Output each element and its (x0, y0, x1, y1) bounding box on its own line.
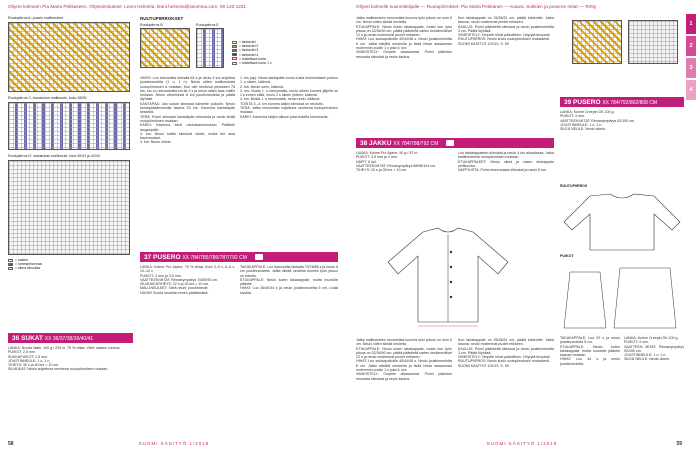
sleeve-diagram (560, 262, 684, 332)
knitting-chart-d (8, 160, 130, 255)
section-39-text: LANKA: Kolme Creepin DK 100 g. PUIKOT: 4 mm. VAATTEEN MITAT: Rinnanympärys 92/100 cm. JOUSTINNEULE: 1 o, 1 n. SILEÄ NEULE: Neulo oikein. (560, 110, 636, 132)
left-page-header: Ohjeet kolmeen Pia Maria Pekkaseen. Ohjetoimitukset: Leoni Helmiria, leoni.helmiria@ssomma.com, 09 123 1231 (0, 0, 348, 13)
section-39-banner: 39 PUSERO XX 784/792/802/808 CM (560, 97, 684, 107)
instructions-column-2: 1. krs (ap): Neulo kantapään keski-s:ista ensimmäisen puikon 1. s oikein, käännä. 2. krs: Neulo nurin, käännä. 3. krs: Nosta 1. s neulomatta, neulo oikein kunnes jäljellä on 1 s ennen väliä, neulo 2 s oikein yhteen, käännä. 4. krs: Nosta 1. s neulomatta, neulo nurin, käännä. TOISTA 3.–4. krs kunnes kaikki silmukat on neulottu. TERÄ: Jatka neulomista suljettuna neuleena ruutupiirroksen mukaan. KÄRKI: Kavenna kärjen alkuun joka toisella kerroksella. (240, 76, 338, 119)
section-37-banner: 37 PUSERO XX 784/785/786/787/792 CM (140, 252, 338, 262)
knitting-chart-g (628, 20, 678, 64)
diagram-label: RUUTUPIIRROS (560, 184, 588, 188)
instructions-column-1: VARSI: Luo turkoosilla lankalla 64 s ja neulo 4 krs suljettua joustinneuletta (1 o, 1 n). Neulo sitten mallineuletta ruutupiirroksen A mukaan. Kun olet neulonut piirroksen 78 krs, luo s:n seuraavalla krs:lla 2 s ja neulo sitten taas mallin mukaan. Neulo viimeiseksi 8 krs joustinneuletta ja päätä löyhästi. KANTAPÄÄ: Jaa sukan silmukat kahdelle puikolle. Neulo kantapääsilmukoilla tasona 20 krs. Kavenna kantaläpän keskellä. TERÄ: Poimi silmukat kantaläpän reunoista ja neulo terää ruutupiirroksen mukaan. KÄRKI: Kavenna kärki nauhakavennuksin. Päättele langanpäät. 3. krs: Neulo kaikki silmukat oikein, mutta tee aina kavennukset. 4. krs: Neulo oikein. (140, 76, 235, 145)
right-page-footer: SUOMI KÄSITYÖ 1/2019 59 (348, 438, 696, 450)
column-b: Kun takakappale on 25/28/31 cm, päätä kädentiet. Jatka tasona, neulo molemmat puolet erikseen. KAULUS: Poimi pääntieltä silmukat ja neulo joustinneuletta 3 cm. Päätä löyhästi. VIIMEISTELY: Ompele hihat paikoilleen. Höyrytä kevyesti. RUUTUPIIRROS: Neulo kuvio ruutupiirroksen mukaisesti. SUOMI KÄSITYÖ 1/2019, S. 59 (458, 16, 554, 46)
needles-label: PUIKOT (560, 254, 574, 258)
section-38-column-2: Luo takakappaleen silmukat ja neulo 4 krs ainaoikeaa. Jatka mallineuleella ruutupiirroksen mukaan. ETUKAPPALEET: Neulo oikea ja vasen etukappale peilikuvina. NAPPILISTA: Poimi etureunasta silmukat ja neulo 6 krs. (458, 151, 554, 173)
page-number: 59 (676, 441, 682, 447)
section-38-column-1: LANKA: Kolme Pro Alpine, 50 g / 87 m. PUIKOT: 3,5 mm ja 4 mm. NAPIT: 6 kpl. VAATTEEN MITAT: Rinnanympärys 88/96/104 cm. TIHEYS: 20 s ja 28 krs = 10 cm. (356, 151, 437, 173)
section-38-body-2: Kun takakappale on 25/28/31 cm, päätä kädentiet. Jatka tasona, neulo molemmat puolet erikseen. KAULUS: Poimi pääntieltä silmukat ja neulo joustinneuletta 3 cm. Päätä löyhästi. VIIMEISTELY: Ompele hihat paikoilleen. Höyrytä kevyesti. RUUTUPIIRROS: Neulo kuvio ruutupiirroksen mukaisesti. SUOMI KÄSITYÖ 1/2019, S. 59 (458, 338, 554, 368)
tab-2: 2 (686, 36, 696, 56)
right-page (348, 0, 696, 450)
chart-legend-d: = vaalea = tummanharmaa = oikea silmukka (8, 258, 133, 271)
section-37-column-2: TAKAKAPPALE: Luo turkoosilla lankalla 70/78/86 s ja neulo 6 cm joustinneuletta. Jatka sileää neuletta kunnes työn pituus on haluttu. ETUKAPPALE: Neulo kuten takakappale, mutta muotoile pääntie. HIHAT: Luo 36/40/44 s ja neulo joustinneuletta 5 cm. Lisää sivuilta. (240, 265, 338, 295)
chart-d-title: Ruutupiirros D: varsisukan mallineule, koot 40/41 ja 42/43 (8, 154, 100, 158)
sweater-diagram (560, 192, 684, 252)
section-36-banner: 36 SUKAT XX 36/37/38/39/40/41 (8, 333, 133, 343)
camera-icon (255, 254, 263, 260)
section-39-column-2: LANKA: Kolme Creepin DK 100 g. PUIKOT: 4 mm. VAATTEEN MITAT: Rinnanympärys 92/100 cm. JOUSTINNEULE: 1 o, 1 n. SILEÄ NEULE: Neulo oikein. (624, 336, 684, 362)
page-number: 58 (8, 441, 14, 447)
left-page-footer: 58 SUOMI KÄSITYÖ 1/2019 (0, 438, 348, 450)
knitting-chart-f (572, 20, 622, 64)
section-39-column-1: TAKAKAPPALE: Luo 92 s ja neulo joustinneuletta 5 cm. ETUKAPPALE: Neulo kuten takakappale, mutta muotoile pääntie kaavan mukaan. HIHAT: Luo 44 s ja neulo joustinneuletta. (560, 336, 620, 366)
knitting-chart-b (140, 28, 190, 68)
knitting-chart-a (8, 22, 130, 92)
right-page-header: Ohjeet kolmelle suunnittelijalle — Ruutupiirrokset: Pia Maria Pekkanen — Kaava: Sukkien ja puseron mitat — Tehty (348, 0, 696, 13)
chart-b-title: Ruutupiirros B (140, 23, 163, 27)
section-38-banner: 38 JAKKU XX 784/788/792 CM (356, 138, 554, 148)
section-38-body-1: Jatka mallineuleen neulomista kunnes työn pituus on noin 6 cm. Neulo sitten sileää neuletta. ETUKAPPALE: Neulo kuten takakappale, mutta kun työn pituus on 32/36/40 cm, päätä pääntietä varten keskimmäiset 12 s ja neulo molemmat puolet erikseen. HIHAT: Luo sukkapuikoille 40/44/48 s. Neulo joustinneuletta 6 cm. Jatka sileällä neuleella ja lisää hihan alasauman molemmin puolin 1 s joka 6. krs. VIIMEISTELY: Ompele olkasaumat. Poimi pääntien reunasta silmukat ja neulo kaulus. (356, 338, 452, 381)
knitting-chart-e (196, 28, 224, 68)
camera-icon (446, 140, 454, 146)
chart-c-title: Ruutupiirros C: tumatorsin mallineule, koko 38/39 (8, 96, 87, 100)
tab-3: 3 (686, 58, 696, 78)
chart-legend: = lankaväri = lankaväri 2 = lankaväri 3 = lankaväri 4 = toistettava kuvio = toistettava kuvio 1 x (232, 40, 332, 65)
chart-e-title: Ruutupiirros E (196, 23, 219, 27)
knitting-chart-c (8, 102, 130, 150)
charts-heading: RUUTUPIIRROKSET (140, 16, 184, 21)
chart-a-title: Ruutupiirros A: pussin mallineuleet (8, 16, 64, 20)
jacket-diagram (378, 222, 518, 332)
section-37-column-1: LANKA: Kolme Pro Alpine, 70 % villaa. Koot 3–5 v, 6–8 v, 10–12 v. PUIKOT: 3 mm ja 3,5 mm. VAATTEEN MITAT: Rinnanympärys 70/80/90 cm. SILMUKKATIHEYS: 22 s ja 30 krs = 10 cm. MALLINEULEET: Sileä neule, joustinneule. HUOM! Sovita neuletta ennen päättämistä. (140, 265, 235, 295)
tab-4: 4 (686, 80, 696, 100)
intro-column: Jatka mallineuleen neulomista kunnes työn pituus on noin 6 cm. Neulo sitten sileää neuletta. ETUKAPPALE: Neulo kuten takakappale, mutta kun työn pituus on 32/36/40 cm, päätä pääntietä varten keskimmäiset 12 s ja neulo molemmat puolet erikseen. HIHAT: Luo sukkapuikoille 40/44/48 s. Neulo joustinneuletta 6 cm. Jatka sileällä neuleella ja lisää hihan alasauman molemmin puolin 1 s joka 6. krs. VIIMEISTELY: Ompele olkasaumat. Poimi pääntien reunasta silmukat ja neulo kaulus. (356, 16, 452, 59)
section-36-text: LANKA: Novita Nalle, 100 g / 225 m, 75 % villaa. Värit: vaalea, tumma. PUIKOT: 2,5 mm. SUKKAPUIKOT: 2,5 mm. JOUSTINNEULE: 1 o, 1 n. TIHEYS: 30 s ja 40 krs = 10 cm. SILMUKAT: Neulo suljettuna neuleena ruutupiirroksen mukaan. (8, 346, 121, 372)
tab-1: 1 (686, 14, 696, 34)
